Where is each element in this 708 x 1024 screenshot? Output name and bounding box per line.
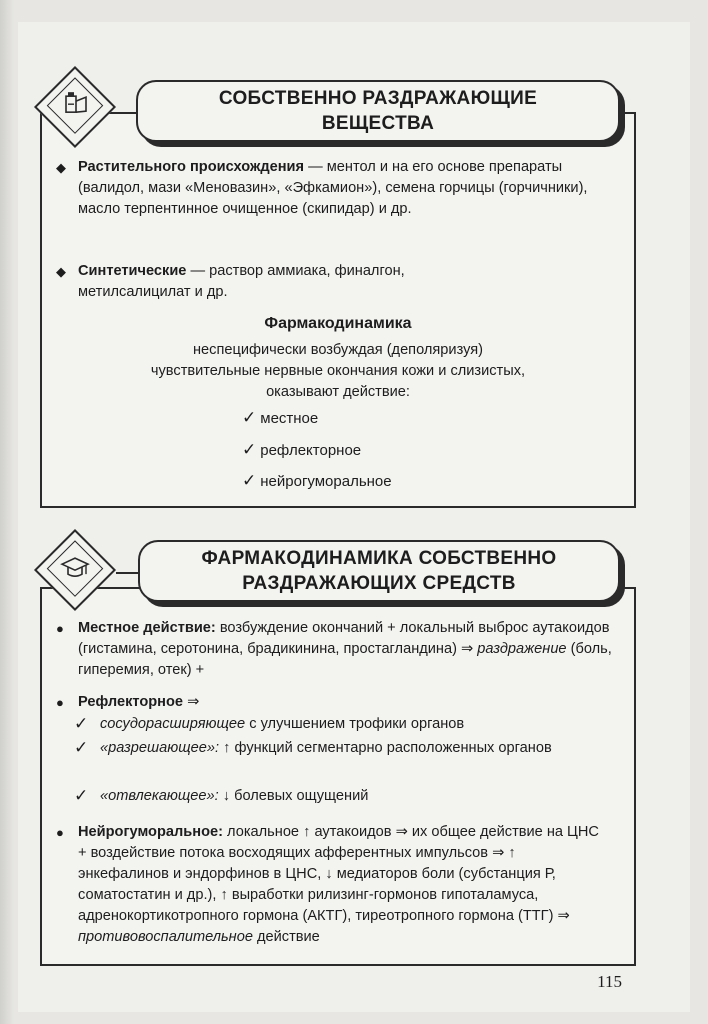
effect-neurohumoral: ✓ нейрогуморальное xyxy=(242,471,392,490)
section2-title xyxy=(138,540,620,602)
round-bullet-icon: ● xyxy=(56,825,64,840)
page-number: 115 xyxy=(597,972,622,991)
section1-title-line1: СОБСТВЕННО РАЗДРАЖАЮЩИЕ xyxy=(218,88,538,109)
reflex-sub-resolving: ✓ «разрешающее»: ↑ функций сегментарно расположенных органов xyxy=(74,738,552,757)
description-line3: оказывают действие: xyxy=(266,384,410,400)
section1-title xyxy=(136,80,620,142)
effect-reflex: ✓ рефлекторное xyxy=(242,440,362,459)
reflex-sub-vasodilating: ✓ сосудорасширяющее с улучшением трофики органов xyxy=(74,714,465,733)
checkmark-icon: ✓ xyxy=(242,408,257,427)
diamond-bullet-icon: ◆ xyxy=(56,264,66,279)
checkmark-icon: ✓ xyxy=(242,471,257,490)
item-lead: Растительного происхождения xyxy=(78,159,305,175)
checkmark-icon: ✓ xyxy=(242,440,257,459)
pharmacodynamics-subheading: Фармакодинамика xyxy=(264,315,412,332)
section2-connector xyxy=(116,572,138,574)
list-item-neurohumoral: ● Нейрогуморальное: локальное ↑ аутакоидов ⇒ их общее действие на ЦНС + воздействие потока восходящих афферентных импульсов ⇒ ↑ энкефалинов и эндорфинов в ЦНС, ↓ медиаторов боли (субстанция Р, соматостатин и др.), ↑ выработки рилизинг-гормонов гипоталамуса, адренокортикотропного гормона (АКТГ), тиреотропного гормона (ТТГ) ⇒ противовоспалительное действие xyxy=(56,822,608,948)
diamond-bullet-icon: ◆ xyxy=(56,160,66,175)
section1-title-line2: ВЕЩЕСТВА xyxy=(321,113,435,134)
description-line2: чувствительные нервные окончания кожи и слизистых, xyxy=(150,363,526,379)
checkmark-icon: ✓ xyxy=(74,738,89,757)
section2-title-line2: РАЗДРАЖАЮЩИХ СРЕДСТВ xyxy=(242,573,516,594)
round-bullet-icon: ● xyxy=(56,695,64,710)
checkmark-icon: ✓ xyxy=(74,714,89,733)
list-item-plant-origin xyxy=(56,157,623,220)
book-fold-shadow xyxy=(0,0,14,1024)
item-text: — раствор аммиака, финалгон, метилсалицилат и др. xyxy=(78,263,405,300)
section1-connector xyxy=(116,112,136,114)
effect-local: ✓ местное xyxy=(242,408,319,427)
description-line1: неспецифически возбуждая (деполяризуя) xyxy=(193,342,483,358)
reflex-sub-distracting: ✓ «отвлекающее»: ↓ болевых ощущений xyxy=(74,786,369,805)
list-item-reflex: ● Рефлекторное ⇒ xyxy=(56,692,598,713)
item-lead: Синтетические xyxy=(78,263,187,279)
list-item-synthetic xyxy=(56,261,508,303)
pharmacy-emblem-icon xyxy=(58,87,92,121)
item-text: — ментол и на его основе препараты (валидол, мази «Меновазин», «Эфкамион»), семена горчицы (горчичники), масло терпентинное очищенное (скипидар) и др. xyxy=(78,159,588,217)
round-bullet-icon: ● xyxy=(56,621,64,636)
list-item-local-action: ● Местное действие: возбуждение окончаний + локальный выброс аутакоидов (гистамина, серотонина, брадикинина, простагландина) ⇒ раздражение (боль, гиперемия, отек) + xyxy=(56,618,613,681)
checkmark-icon: ✓ xyxy=(74,786,89,805)
section2-title-line1: ФАРМАКОДИНАМИКА СОБСТВЕННО xyxy=(201,548,557,569)
mortarboard-emblem-icon xyxy=(58,550,92,584)
